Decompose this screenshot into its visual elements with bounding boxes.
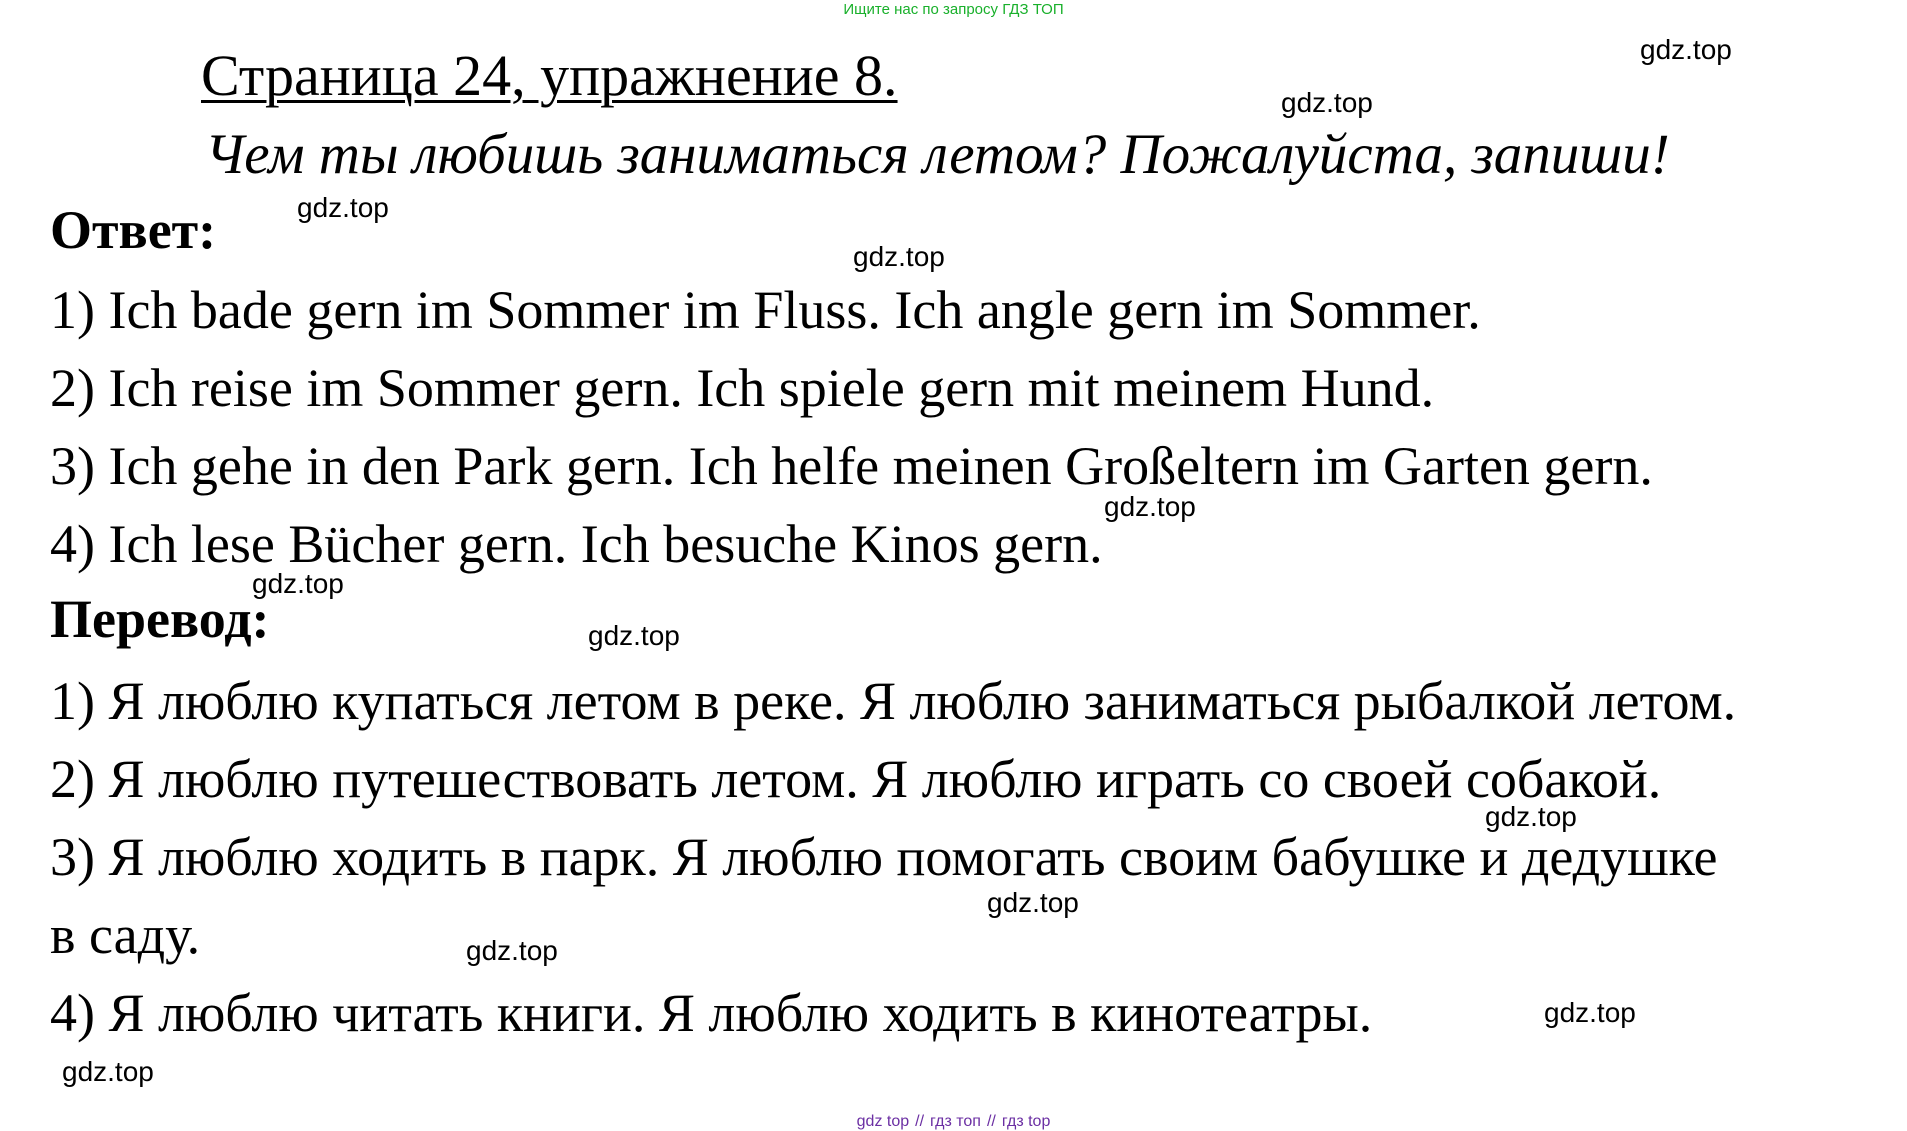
- watermark: gdz.top: [1104, 491, 1196, 522]
- watermark: gdz.top: [466, 935, 558, 966]
- watermark: gdz.top: [1485, 801, 1577, 832]
- answer-line-3: 3) Ich gehe in den Park gern. Ich helfe meinen Großeltern im Garten gern.: [50, 436, 1653, 496]
- watermark: gdz.top: [853, 241, 945, 272]
- footer-separator: //: [915, 1113, 925, 1130]
- translation-line-3-continued: в саду.: [50, 905, 201, 965]
- watermark: gdz.top: [987, 887, 1079, 918]
- footer-separator: //: [986, 1113, 996, 1130]
- footer-links: [0, 1113, 1907, 1131]
- top-banner: Ищите нас по запросу ГДЗ ТОП: [843, 1, 1064, 18]
- watermark: gdz.top: [1544, 997, 1636, 1028]
- footer-link[interactable]: gdz top: [856, 1113, 910, 1130]
- translation-line-2: 2) Я люблю путешествовать летом. Я люблю играть со своей собакой.: [50, 749, 1662, 809]
- answer-line-4: 4) Ich lese Bücher gern. Ich besuche Kinos gern.: [50, 514, 1103, 574]
- watermark: gdz.top: [297, 192, 389, 223]
- watermark: gdz.top: [62, 1056, 154, 1087]
- footer-link[interactable]: гдз топ: [930, 1113, 981, 1130]
- watermark: gdz.top: [252, 568, 344, 599]
- answer-heading: Ответ:: [50, 200, 217, 260]
- translation-line-3: 3) Я люблю ходить в парк. Я люблю помогать своим бабушке и дедушке: [50, 827, 1718, 887]
- answer-line-1: 1) Ich bade gern im Sommer im Fluss. Ich angle gern im Sommer.: [50, 280, 1481, 340]
- answer-line-2: 2) Ich reise im Sommer gern. Ich spiele gern mit meinem Hund.: [50, 358, 1435, 418]
- translation-heading: Перевод:: [50, 589, 270, 649]
- watermark: gdz.top: [1281, 87, 1373, 118]
- footer-link[interactable]: гдз top: [1001, 1113, 1051, 1130]
- translation-line-1: 1) Я люблю купаться летом в реке. Я люблю заниматься рыбалкой летом.: [50, 671, 1737, 731]
- watermark: gdz.top: [588, 620, 680, 651]
- exercise-question: Чем ты любишь заниматься летом? Пожалуйста, запиши!: [205, 123, 1670, 186]
- page-title: Страница 24, упражнение 8.: [201, 43, 898, 108]
- watermark: gdz.top: [1640, 34, 1732, 65]
- translation-line-4: 4) Я люблю читать книги. Я люблю ходить в кинотеатры.: [50, 983, 1373, 1043]
